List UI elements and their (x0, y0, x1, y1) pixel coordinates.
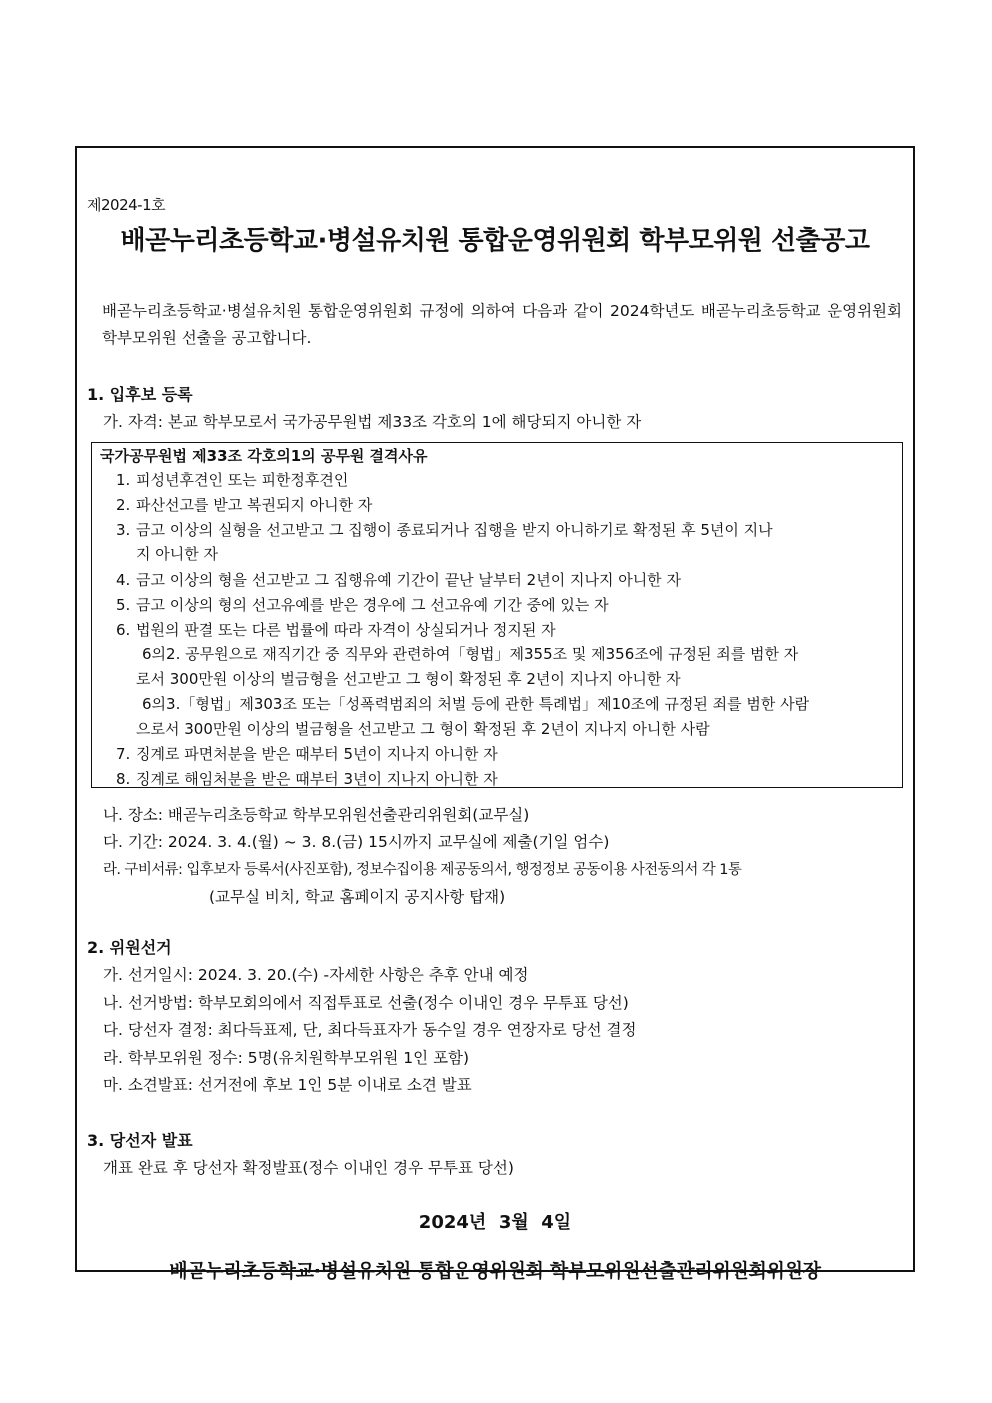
box-item-7: 7. 징계로 파면처분을 받은 때부터 5년이 지나지 아니한 자 (116, 745, 498, 763)
box-item-3: 3. 금고 이상의 실형을 선고받고 그 집행이 종료되거나 집행을 받지 아니하기로 확정된 후 5년이 지나 (116, 521, 773, 539)
place-line: 나. 장소: 배곧누리초등학교 학부모위원선출관리위원회(교무실) (103, 806, 530, 824)
notice-title: 배곧누리초등학교·병설유치원 통합운영위원회 학부모위원 선출공고 (120, 226, 870, 256)
notice-frame (75, 146, 915, 1282)
intro-paragraph: 배곧누리초등학교·병설유치원 통합운영위원회 규정에 의하여 다음과 같이 2024학년도 배곧누리초등학교 운영위원회 학부모위원 선출을 공고합니다. (102, 302, 902, 347)
box-item-6: 6. 법원의 판결 또는 다른 법률에 따라 자격이 상실되거나 정지된 자 (116, 621, 556, 639)
election-item-2: 나. 선거방법: 학부모회의에서 직접투표로 선출(정수 이내인 경우 무투표 당선) (103, 994, 629, 1012)
announcement-line: 개표 완료 후 당선자 확정발표(정수 이내인 경우 무투표 당선) (103, 1159, 514, 1177)
box-item-2: 2. 파산선고를 받고 복권되지 아니한 자 (116, 496, 373, 514)
box-item-6-2: 6의2. 공무원으로 재직기간 중 직무와 관련하여「형법」제355조 및 제356조에 규정된 죄를 범한 자 (142, 645, 799, 663)
election-item-1: 가. 선거일시: 2024. 3. 20.(수) -자세한 사항은 추후 안내 예정 (103, 966, 529, 984)
period-line: 다. 기간: 2024. 3. 4.(월) ~ 3. 8.(금) 15시까지 교무실에 제출(기일 엄수) (103, 833, 610, 851)
document-number: 제2024-1호 (87, 196, 166, 214)
election-item-4: 라. 학부모위원 정수: 5명(유치원학부모위원 1인 포함) (103, 1049, 470, 1067)
box-item-6-3-cont: 으로서 300만원 이상의 벌금형을 선고받고 그 형이 확정된 후 2년이 지나지 아니한 사람 (136, 720, 710, 738)
election-item-5: 마. 소견발표: 선거전에 후보 1인 5분 이내로 소견 발표 (103, 1076, 472, 1094)
section3-heading: 3. 당선자 발표 (87, 1131, 193, 1150)
box-item-3-cont: 지 아니한 자 (136, 545, 218, 563)
signature: 배곧누리초등학교·병설유치원 통합운영위원회 학부모위원선출관리위원회위원장 (169, 1260, 821, 1282)
box-item-5: 5. 금고 이상의 형의 선고유예를 받은 경우에 그 선고유예 기간 중에 있는 자 (116, 596, 609, 614)
section1-heading: 1. 입후보 등록 (87, 385, 193, 404)
disqualification-box (91, 442, 903, 788)
box-item-8: 8. 징계로 해임처분을 받은 때부터 3년이 지나지 아니한 자 (116, 770, 498, 788)
qualification-line: 가. 자격: 본교 학부모로서 국가공무원법 제33조 각호의 1에 해당되지 아니한 자 (103, 413, 642, 431)
box-item-6-2-cont: 로서 300만원 이상의 벌금형을 선고받고 그 형이 확정된 후 2년이 지나지 아니한 자 (136, 670, 681, 688)
box-item-6-3: 6의3.「형법」제303조 또는「성폭력범죄의 처벌 등에 관한 특례법」제10조에 규정된 죄를 범한 사람 (142, 695, 810, 713)
box-item-1: 1. 피성년후견인 또는 피한정후견인 (116, 471, 349, 489)
documents-line: 라. 구비서류: 입후보자 등록서(사진포함), 정보수집이용 제공동의서, 행정정보 공동이용 사전동의서 각 1통 (103, 862, 742, 878)
box-title: 국가공무원법 제33조 각호의1의 공무원 결격사유 (100, 447, 428, 465)
election-item-3: 다. 당선자 결정: 최다득표제, 단, 최다득표자가 동수일 경우 연장자로 당선 결정 (103, 1021, 637, 1039)
documents-note: (교무실 비치, 학교 홈페이지 공지사항 탑재) (209, 888, 506, 906)
box-item-4: 4. 금고 이상의 형을 선고받고 그 집행유예 기간이 끝난 날부터 2년이 지나지 아니한 자 (116, 571, 681, 589)
section2-heading: 2. 위원선거 (87, 938, 172, 957)
notice-date: 2024년 3월 4일 (418, 1212, 572, 1233)
